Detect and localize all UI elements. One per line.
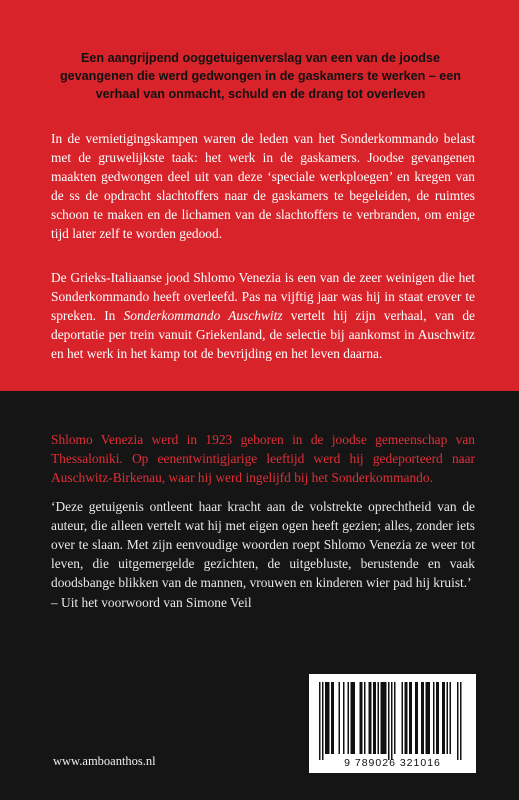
barcode-bar (373, 682, 376, 754)
barcode-bar (348, 682, 350, 754)
isbn-number: 9 789026 321016 (344, 757, 441, 769)
paragraph-2-rest: vertelt hij zijn verhaal, van de deportatie per trein vanuit Griekenland, de selectie bij aankomst in Auschwitz en het werk in het kamp tot de bevrijding en het leven daarna. (51, 308, 475, 361)
barcode-bar (369, 682, 372, 754)
barcode-bar (447, 682, 449, 754)
paragraph-2-intro: De Grieks-Italiaanse jood Shlomo Venezia is een van de zeer weinigen die het Sonderkommando heeft overleefd. Pas na vijftig jaar was hij in staat erover te spreken. In (51, 270, 475, 323)
barcode-bar (442, 682, 445, 754)
barcode-bar (436, 682, 439, 754)
barcode-bar (460, 682, 462, 760)
barcode-bar (426, 682, 431, 754)
barcode-bar (391, 682, 393, 760)
barcode-bar (394, 682, 396, 754)
barcode-bar (325, 682, 330, 754)
publisher-website: www.amboanthos.nl (53, 754, 156, 768)
quote-attribution: – Uit het voorwoord van Simone Veil (51, 595, 252, 610)
barcode-bar (331, 682, 334, 754)
barcode-bar (364, 682, 366, 754)
barcode-bar (322, 682, 324, 760)
barcode-bar (351, 682, 356, 754)
summary-paragraph-1: In de vernietigingskampen waren de leden van het Sonderkommando belast met de gruwelijkste taak: het werk in de gaskamers. Joodse gevangenen maakten gedwongen deel uit van deze ‘speciale werkploegen’ en kregen van de ss de opdracht slachtoffers naar de gaskamers te begeleiden, de ruimtes schoon te maken en de lichamen van de slachtoffers te verbranden, om enige tijd later zelf te worden gedood. (51, 131, 475, 241)
barcode-bar (402, 682, 404, 754)
summary-paragraph-2 (51, 268, 475, 363)
barcode-bar (409, 682, 412, 754)
barcode-bar (450, 682, 452, 754)
barcode-bar (405, 682, 408, 754)
foreword-quote: ‘Deze getuigenis ontleent haar kracht aan de volstrekte oprechtheid van de auteur, die alleen vertelt wat hij met eigen ogen heeft gezien; alles, zonder iets over te slaan. Met zijn eenvoudige woorden roept Shlomo Venezia ze weer tot leven, die uitgemergelde gezichten, de uitgebluste, berustende en vaak doodsbange blikken van de mannen, vrouwen en kinderen wier pad hij kruist.’ (51, 499, 475, 590)
barcode-bar (381, 682, 387, 754)
barcode-bar (433, 682, 435, 754)
barcode-bar (415, 682, 418, 754)
barcode-bar (378, 682, 380, 754)
isbn-barcode (309, 674, 476, 773)
headline: Een aangrijpend ooggetuigenverslag van een van de joodse gevangenen die werd gedwongen in de gaskamers te werken – een verhaal van onmacht, schuld en de drang tot overleven (59, 51, 462, 101)
barcode-graphic (309, 674, 476, 773)
barcode-bar (319, 682, 321, 760)
book-title-reference: Sonderkommando Auschwitz (123, 308, 283, 323)
barcode-bar (339, 682, 341, 754)
barcode-bar (360, 682, 363, 754)
author-bio: Shlomo Venezia werd in 1923 geboren in de joodse gemeenschap van Thessaloniki. Op eenentwintigjarige leeftijd werd hij gedeporteerd naar Auschwitz-Birkenau, waar hij werd ingelijfd bij het Sonderkommando. (51, 432, 475, 485)
barcode-bar (457, 682, 459, 760)
barcode-bar (421, 682, 424, 754)
barcode-bar (343, 682, 345, 754)
barcode-bar (388, 682, 390, 760)
